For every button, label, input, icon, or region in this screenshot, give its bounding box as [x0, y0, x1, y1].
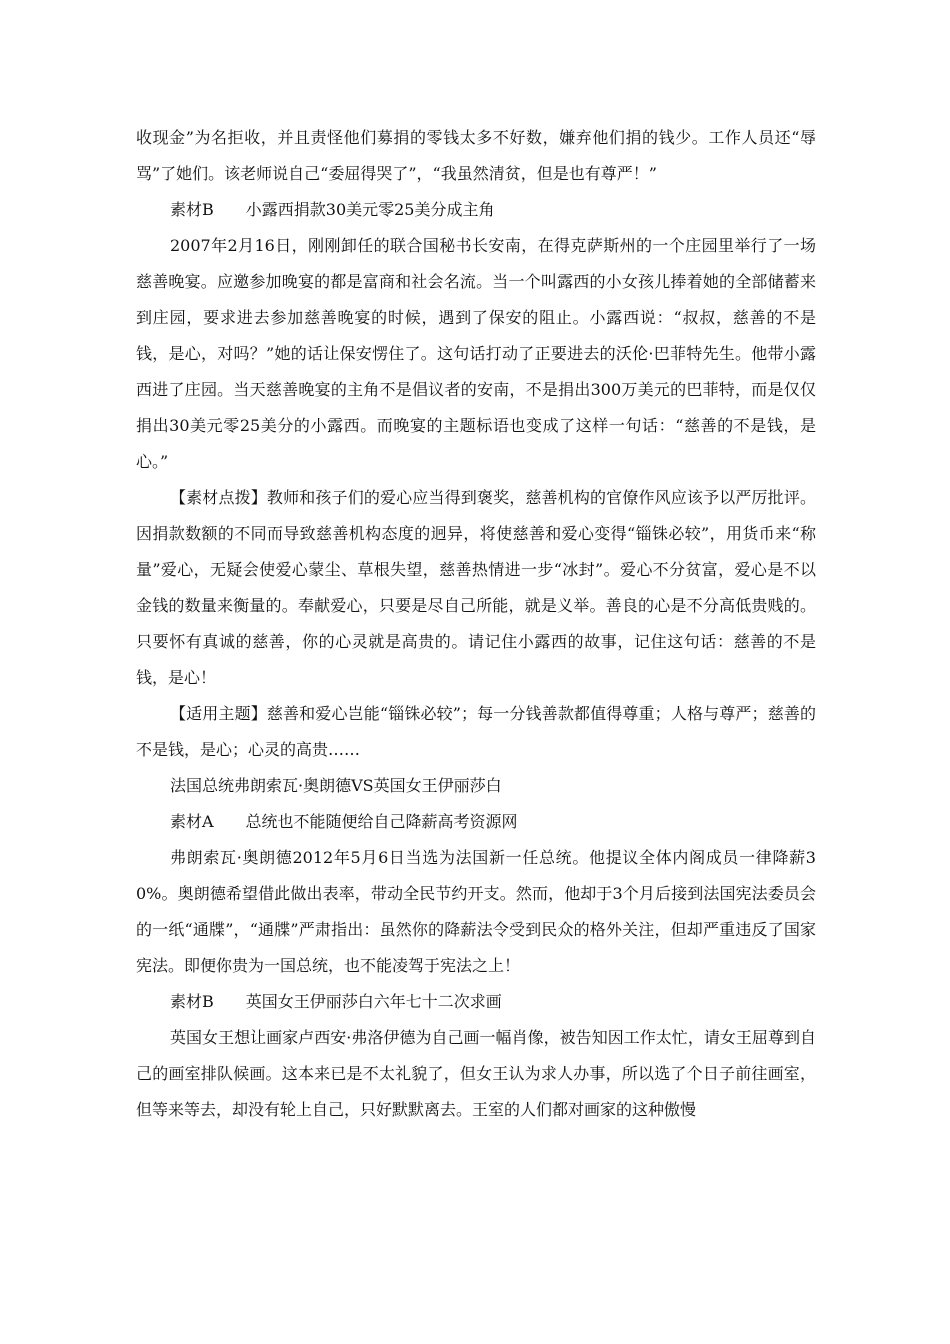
document-page	[136, 120, 816, 1128]
material-b2-heading: 素材B 英国女王伊丽莎白六年七十二次求画	[170, 992, 502, 1011]
material-a-heading: 素材A 总统也不能随便给自己降薪高考资源网	[170, 812, 518, 831]
paragraph-queen-story: 英国女王想让画家卢西安·弗洛伊德为自己画一幅肖像，被告知因工作太忙，请女王屈尊到自己的画室排队候画。这本来已是不太礼貌了，但女王认为求人办事，所以选了个日子前往画室，但等来等去，却没有轮上自己，只好默默离去。王室的人们都对画家的这种傲慢	[136, 1028, 816, 1119]
paragraph-continuation: 收现金”为名拒收，并且责怪他们募捐的零钱太多不好数，嫌弃他们捐的钱少。工作人员还“辱骂”了她们。该老师说自己“委屈得哭了”，“我虽然清贫，但是也有尊严！”	[136, 128, 816, 183]
paragraph-applicable-topics: 【适用主题】慈善和爱心岂能“锱铢必较”；每一分钱善款都值得尊重；人格与尊严；慈善的不是钱，是心；心灵的高贵……	[136, 704, 816, 759]
paragraph-hollande-story: 弗朗索瓦·奥朗德2012年5月6日当选为法国新一任总统。他提议全体内阁成员一律降薪30%。奥朗德希望借此做出表率，带动全民节约开支。然而，他却于3个月后接到法国宪法委员会的一纸“通牒”，“通牒”严肃指出：虽然你的降薪法令受到民众的格外关注，但却严重违反了国家宪法。即便你贵为一国总统，也不能凌驾于宪法之上！	[136, 848, 816, 975]
paragraph-material-comment: 【素材点拨】教师和孩子们的爱心应当得到褒奖，慈善机构的官僚作风应该予以严厉批评。因捐款数额的不同而导致慈善机构态度的迥异，将使慈善和爱心变得“锱铢必较”，用货币来“称量”爱心，无疑会使爱心蒙尘、草根失望，慈善热情进一步“冰封”。爱心不分贫富，爱心是不以金钱的数量来衡量的。奉献爱心，只要是尽自己所能，就是义举。善良的心是不分高低贵贱的。只要怀有真诚的慈善，你的心灵就是高贵的。请记住小露西的故事，记住这句话：慈善的不是钱，是心！	[136, 488, 816, 687]
material-b-heading: 素材B 小露西捐款30美元零25美分成主角	[170, 200, 495, 219]
paragraph-lucy-story: 2007年2月16日，刚刚卸任的联合国秘书长安南，在得克萨斯州的一个庄园里举行了一场慈善晚宴。应邀参加晚宴的都是富商和社会名流。当一个叫露西的小女孩儿捧着她的全部储蓄来到庄园，要求进去参加慈善晚宴的时候，遇到了保安的阻止。小露西说：“叔叔，慈善的不是钱，是心，对吗？”她的话让保安愣住了。这句话打动了正要进去的沃伦·巴菲特先生。他带小露西进了庄园。当天慈善晚宴的主角不是倡议者的安南，不是捐出300万美元的巴菲特，而是仅仅捐出30美元零25美分的小露西。而晚宴的主题标语也变成了这样一句话：“慈善的不是钱，是心。”	[136, 236, 816, 471]
section-heading-hollande-elizabeth: 法国总统弗朗索瓦·奥朗德VS英国女王伊丽莎白	[170, 776, 502, 795]
